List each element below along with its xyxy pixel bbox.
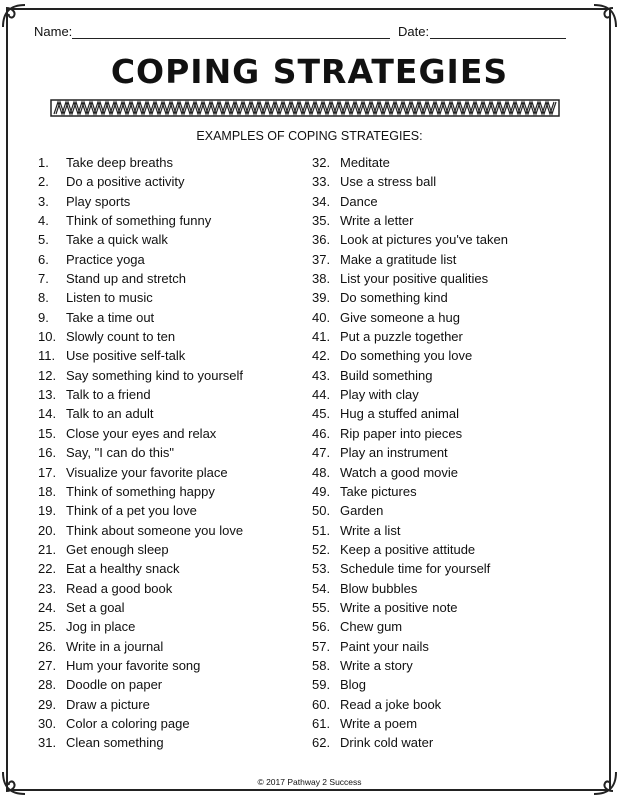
- item-number: 55.: [312, 599, 331, 615]
- item-text: Do a positive activity: [66, 174, 185, 190]
- item-text: Say something kind to yourself: [66, 367, 244, 383]
- item-number: 41.: [312, 329, 331, 345]
- item-text: Draw a picture: [66, 696, 150, 712]
- list-item: [38, 675, 243, 694]
- item-text: Blow bubbles: [340, 580, 418, 596]
- strategy-list-right: [312, 153, 508, 753]
- item-number: 21.: [38, 541, 57, 557]
- swirl-corner-icon: [591, 2, 619, 30]
- item-text: Blog: [340, 677, 367, 693]
- list-item: [38, 463, 243, 482]
- item-number: 23.: [38, 580, 57, 596]
- section-subtitle: EXAMPLES OF COPING STRATEGIES:: [196, 129, 423, 143]
- item-number: 12.: [38, 367, 57, 383]
- item-text: Practice yoga: [66, 251, 145, 267]
- item-number: 47.: [312, 445, 331, 461]
- zigzag-banner-icon: [50, 97, 560, 119]
- list-item: [312, 540, 508, 559]
- item-text: Think of something happy: [66, 483, 215, 499]
- list-item: [312, 288, 508, 307]
- list-item: [312, 675, 508, 694]
- header-fields: [34, 24, 567, 42]
- item-text: Build something: [340, 367, 433, 383]
- list-item: [312, 346, 508, 365]
- item-text: List your positive qualities: [340, 271, 489, 287]
- item-text: Use a stress ball: [340, 174, 437, 190]
- item-text: Say, "I can do this": [66, 445, 174, 461]
- date-field[interactable]: [430, 38, 566, 39]
- item-text: Set a goal: [66, 599, 125, 615]
- item-text: Write a positive note: [340, 599, 458, 615]
- item-number: 1.: [38, 155, 49, 170]
- list-item: [38, 346, 243, 365]
- list-item: [38, 733, 243, 752]
- item-number: 53.: [312, 561, 331, 577]
- list-item: [312, 733, 508, 752]
- list-item: [312, 366, 508, 385]
- item-number: 26.: [38, 638, 57, 654]
- list-item: [312, 192, 508, 211]
- list-item: [38, 269, 243, 288]
- item-text: Write a poem: [340, 715, 418, 731]
- list-item: [312, 404, 508, 423]
- item-number: 45.: [312, 406, 331, 422]
- item-text: Dance: [340, 193, 378, 209]
- list-item: [38, 714, 243, 733]
- item-text: Talk to a friend: [66, 387, 151, 403]
- item-number: 39.: [312, 290, 331, 306]
- page-title: COPING STRATEGIES: [110, 52, 509, 91]
- item-text: Play an instrument: [340, 445, 448, 461]
- item-text: Drink cold water: [340, 735, 434, 751]
- list-item: [312, 424, 508, 443]
- list-item: [38, 579, 243, 598]
- item-number: 29.: [38, 696, 57, 712]
- item-text: Hum your favorite song: [66, 657, 201, 673]
- item-number: 3.: [38, 193, 49, 209]
- item-number: 30.: [38, 715, 57, 731]
- item-text: Stand up and stretch: [66, 271, 186, 287]
- item-number: 7.: [38, 271, 49, 287]
- item-text: Do something you love: [340, 348, 473, 364]
- list-item: [38, 695, 243, 714]
- list-item: [38, 559, 243, 578]
- item-text: Play sports: [66, 193, 131, 209]
- item-number: 60.: [312, 696, 331, 712]
- list-item: [312, 385, 508, 404]
- item-text: Color a coloring page: [66, 715, 190, 731]
- item-text: Use positive self-talk: [66, 348, 186, 364]
- item-number: 18.: [38, 483, 57, 499]
- list-item: [38, 192, 243, 211]
- item-number: 52.: [312, 541, 331, 557]
- item-number: 58.: [312, 657, 331, 673]
- list-item: [312, 559, 508, 578]
- item-text: Doodle on paper: [66, 677, 163, 693]
- item-number: 9.: [38, 309, 49, 325]
- list-item: [38, 172, 243, 191]
- item-text: Eat a healthy snack: [66, 561, 180, 577]
- list-item: [38, 521, 243, 540]
- list-item: [312, 579, 508, 598]
- list-item: [38, 617, 243, 636]
- item-text: Talk to an adult: [66, 406, 154, 422]
- item-number: 50.: [312, 503, 331, 519]
- item-number: 51.: [312, 522, 331, 538]
- strategy-list-left: [38, 153, 243, 753]
- name-field[interactable]: [72, 38, 390, 39]
- list-item: [312, 598, 508, 617]
- item-text: Visualize your favorite place: [66, 464, 228, 480]
- item-text: Put a puzzle together: [340, 329, 463, 345]
- item-number: 36.: [312, 232, 331, 248]
- list-item: [38, 250, 243, 269]
- item-number: 62.: [312, 735, 331, 751]
- item-number: 33.: [312, 174, 331, 190]
- list-item: [38, 404, 243, 423]
- item-number: 38.: [312, 271, 331, 287]
- list-item: [312, 617, 508, 636]
- item-number: 19.: [38, 503, 57, 519]
- list-item: [38, 230, 243, 249]
- item-number: 11.: [38, 348, 56, 364]
- item-number: 35.: [312, 213, 331, 229]
- list-item: [312, 211, 508, 230]
- item-number: 13.: [38, 387, 57, 403]
- name-label: Name:: [34, 24, 73, 39]
- item-text: Give someone a hug: [340, 309, 460, 325]
- item-number: 34.: [312, 193, 331, 209]
- item-number: 31.: [38, 735, 57, 751]
- item-text: Make a gratitude list: [340, 251, 457, 267]
- item-text: Write a list: [340, 522, 401, 538]
- item-number: 8.: [38, 290, 49, 306]
- item-text: Watch a good movie: [340, 464, 459, 480]
- item-text: Slowly count to ten: [66, 329, 176, 345]
- item-text: Take a time out: [66, 309, 155, 325]
- list-item: [312, 327, 508, 346]
- item-text: Keep a positive attitude: [340, 541, 476, 557]
- swirl-corner-icon: [0, 2, 28, 30]
- list-item: [312, 250, 508, 269]
- item-number: 44.: [312, 387, 331, 403]
- item-text: Rip paper into pieces: [340, 425, 463, 441]
- item-number: 5.: [38, 232, 49, 248]
- list-item: [312, 656, 508, 675]
- item-number: 40.: [312, 309, 331, 325]
- list-item: [38, 385, 243, 404]
- item-number: 37.: [312, 251, 331, 267]
- list-item: [312, 714, 508, 733]
- list-item: [38, 424, 243, 443]
- list-item: [38, 598, 243, 617]
- item-number: 24.: [38, 599, 57, 615]
- list-item: [312, 463, 508, 482]
- item-number: 57.: [312, 638, 331, 654]
- item-text: Listen to music: [66, 290, 153, 306]
- item-number: 14.: [38, 406, 57, 422]
- item-text: Chew gum: [340, 619, 403, 635]
- list-item: [312, 637, 508, 656]
- date-label: Date:: [398, 24, 430, 39]
- item-number: 32.: [312, 155, 331, 170]
- item-number: 17.: [38, 464, 57, 480]
- list-item: [38, 656, 243, 675]
- item-text: Read a good book: [66, 580, 173, 596]
- list-item: [312, 443, 508, 462]
- item-number: 43.: [312, 367, 331, 383]
- item-text: Think of something funny: [66, 213, 212, 229]
- item-text: Hug a stuffed animal: [340, 406, 459, 422]
- list-item: [38, 443, 243, 462]
- list-item: [312, 172, 508, 191]
- list-item: [312, 482, 508, 501]
- list-item: [312, 521, 508, 540]
- item-number: 56.: [312, 619, 331, 635]
- copyright-footer: © 2017 Pathway 2 Success: [257, 777, 362, 787]
- item-text: Paint your nails: [340, 638, 429, 654]
- item-text: Jog in place: [66, 619, 136, 635]
- item-number: 16.: [38, 445, 57, 461]
- item-text: Close your eyes and relax: [66, 425, 217, 441]
- item-text: Meditate: [340, 155, 390, 170]
- item-number: 61.: [312, 715, 331, 731]
- item-text: Take deep breaths: [66, 155, 173, 170]
- item-number: 2.: [38, 174, 49, 190]
- list-item: [312, 230, 508, 249]
- item-number: 25.: [38, 619, 57, 635]
- item-number: 6.: [38, 251, 49, 267]
- item-number: 4.: [38, 213, 49, 229]
- item-number: 15.: [38, 425, 57, 441]
- item-number: 49.: [312, 483, 331, 499]
- item-text: Clean something: [66, 735, 164, 751]
- item-text: Play with clay: [340, 387, 419, 403]
- item-text: Look at pictures you've taken: [340, 232, 508, 248]
- list-item: [38, 637, 243, 656]
- item-text: Think about someone you love: [66, 522, 244, 538]
- item-text: Read a joke book: [340, 696, 442, 712]
- list-item: [312, 501, 508, 520]
- list-item: [38, 366, 243, 385]
- item-text: Do something kind: [340, 290, 448, 306]
- list-item: [38, 327, 243, 346]
- item-text: Write a story: [340, 657, 413, 673]
- item-text: Take a quick walk: [66, 232, 168, 248]
- list-item: [38, 308, 243, 327]
- item-number: 27.: [38, 657, 57, 673]
- item-number: 42.: [312, 348, 331, 364]
- list-item: [38, 153, 243, 172]
- item-text: Get enough sleep: [66, 541, 169, 557]
- list-item: [38, 501, 243, 520]
- list-item: [312, 153, 508, 172]
- list-item: [312, 269, 508, 288]
- item-number: 22.: [38, 561, 57, 577]
- list-item: [312, 308, 508, 327]
- item-number: 20.: [38, 522, 57, 538]
- item-number: 59.: [312, 677, 331, 693]
- item-text: Schedule time for yourself: [340, 561, 491, 577]
- item-text: Write in a journal: [66, 638, 164, 654]
- list-item: [38, 540, 243, 559]
- item-text: Garden: [340, 503, 384, 519]
- list-item: [312, 695, 508, 714]
- item-number: 10.: [38, 329, 57, 345]
- item-text: Think of a pet you love: [66, 503, 197, 519]
- item-number: 54.: [312, 580, 331, 596]
- item-text: Take pictures: [340, 483, 417, 499]
- list-item: [38, 288, 243, 307]
- list-item: [38, 211, 243, 230]
- item-text: Write a letter: [340, 213, 414, 229]
- item-number: 28.: [38, 677, 57, 693]
- item-number: 46.: [312, 425, 331, 441]
- item-number: 48.: [312, 464, 331, 480]
- list-item: [38, 482, 243, 501]
